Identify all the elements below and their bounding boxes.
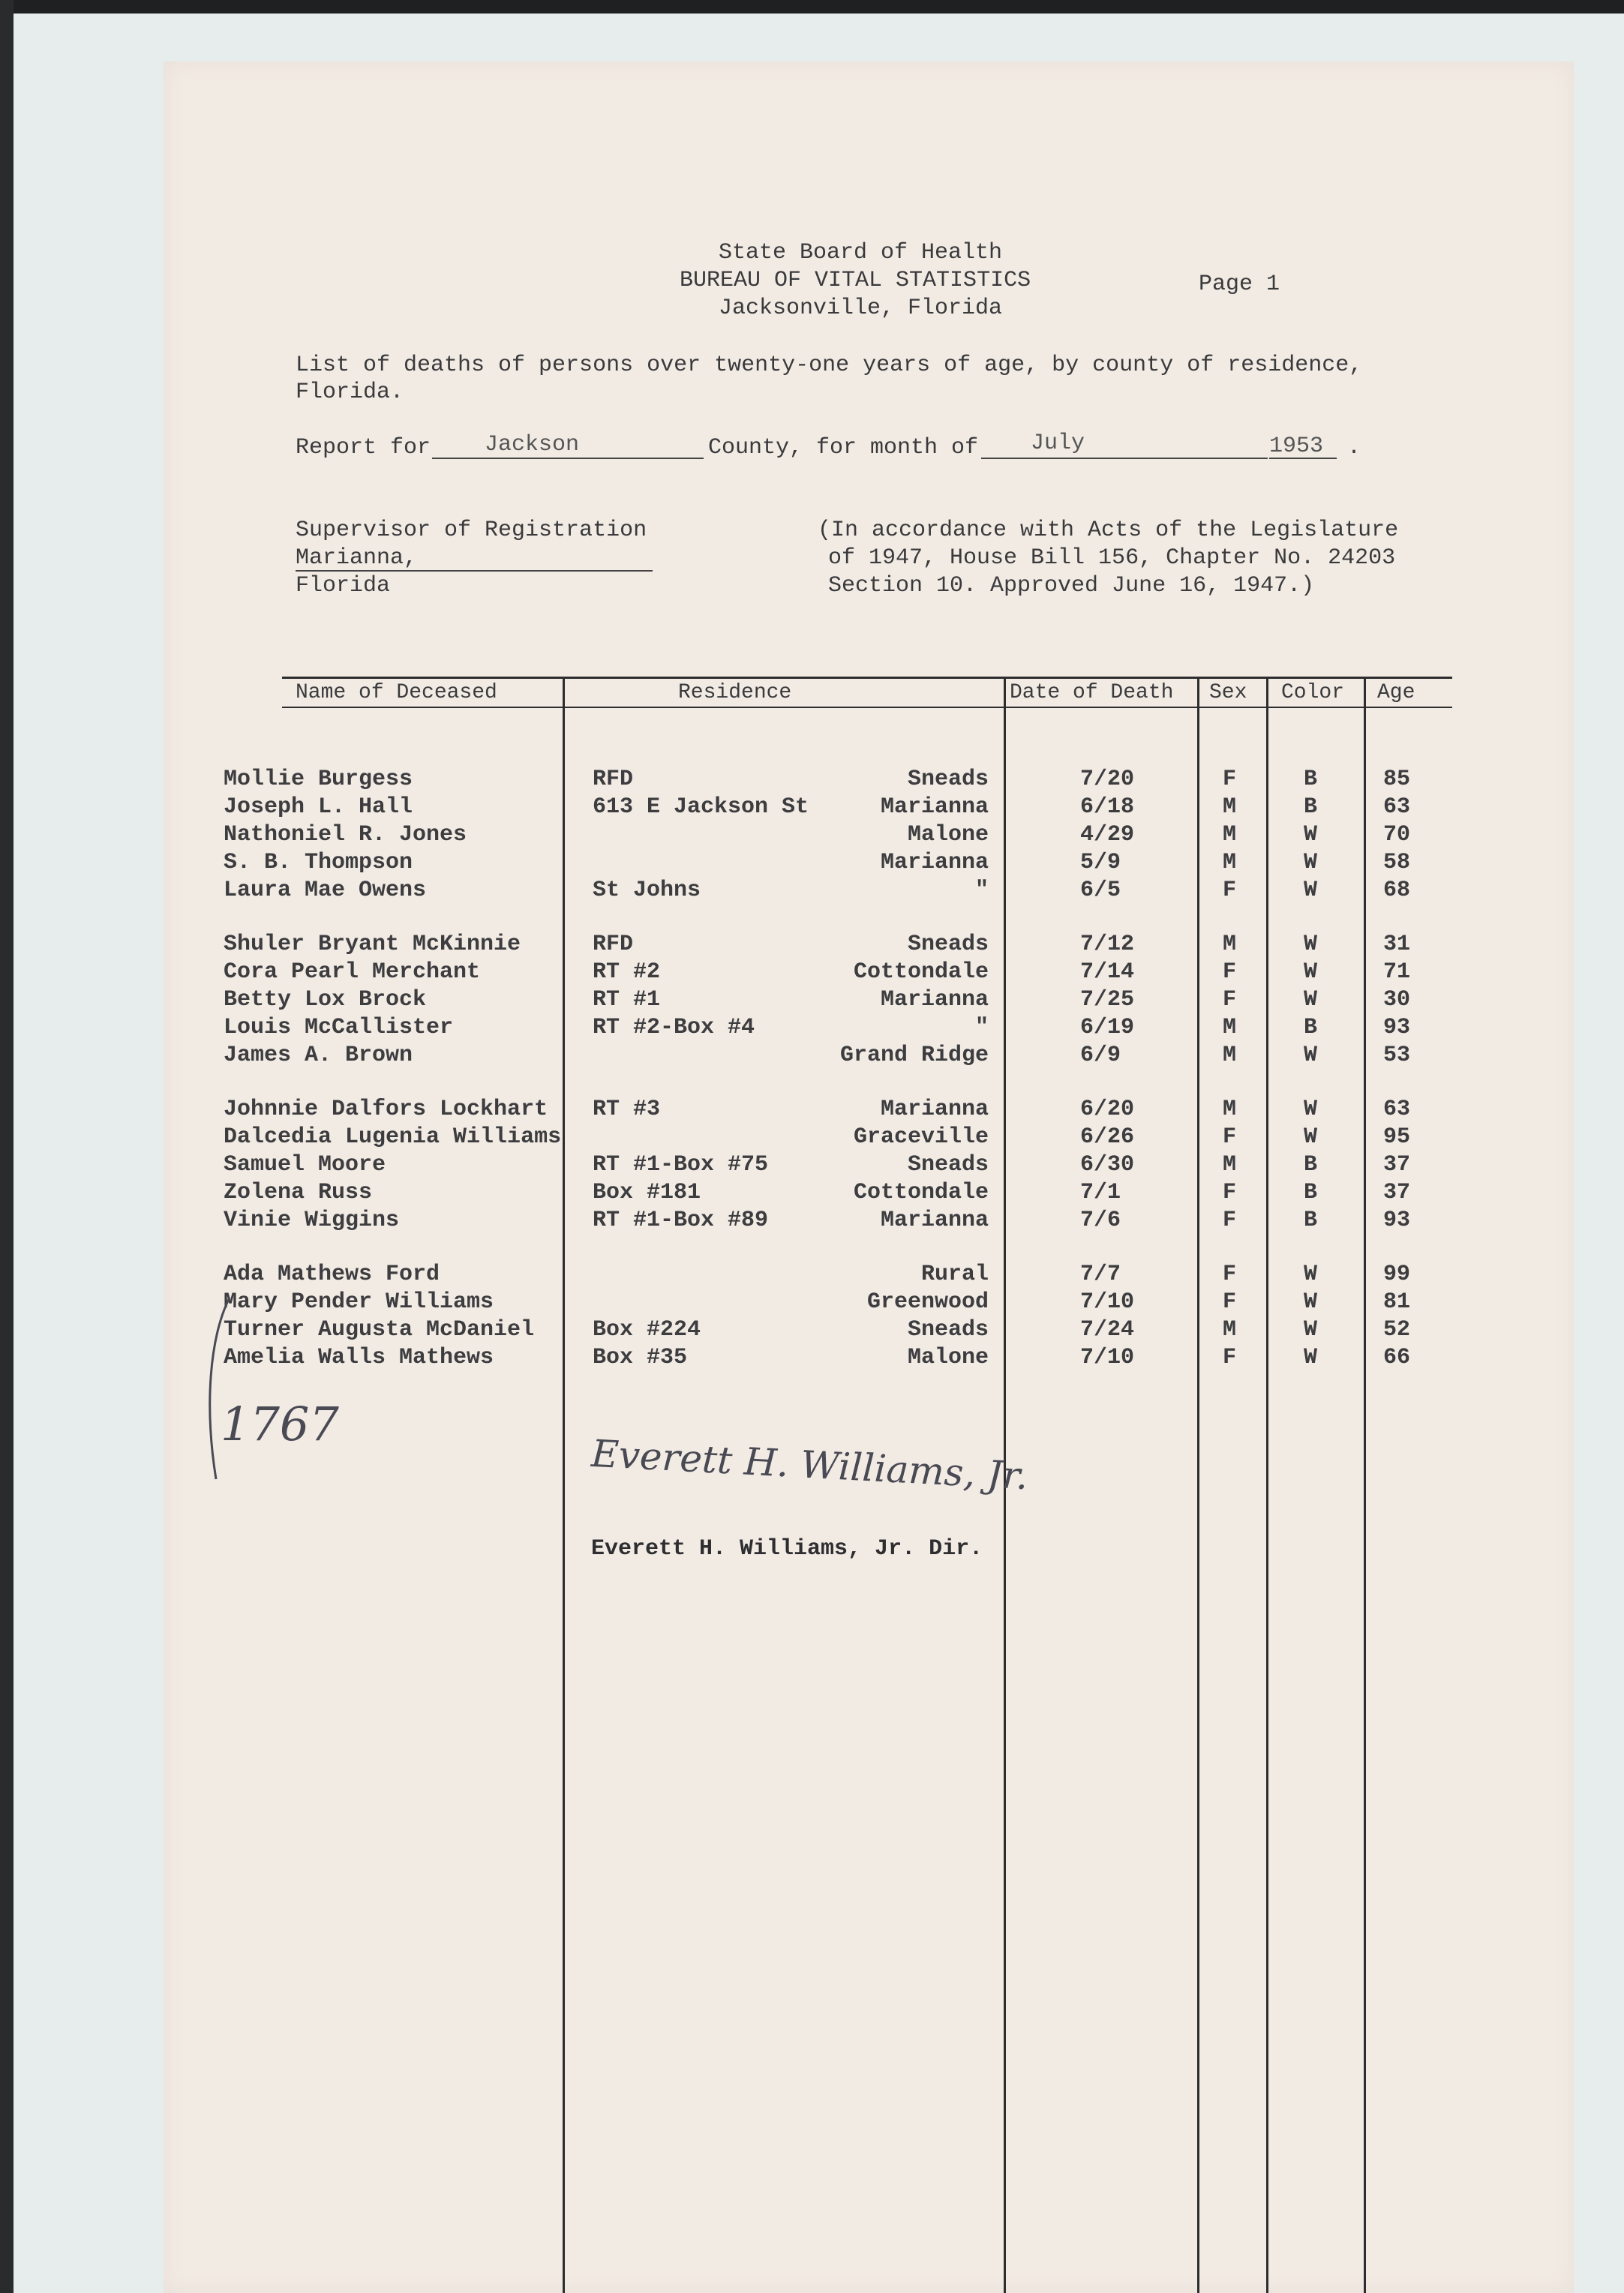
document-page — [164, 62, 1574, 2293]
col-header-residence: Residence — [678, 681, 792, 704]
decedent-name: Shuler Bryant McKinnie — [224, 932, 521, 957]
date-of-death: 7/20 — [1080, 767, 1135, 792]
residence-address: RFD — [593, 932, 634, 957]
color: W — [1304, 850, 1318, 875]
county-value: Jackson — [485, 432, 580, 458]
date-of-death: 7/10 — [1080, 1289, 1135, 1315]
county-underline — [432, 458, 704, 459]
col-header-date: Date of Death — [1010, 681, 1174, 704]
sex: M — [1223, 1043, 1237, 1068]
age: 93 — [1383, 1015, 1411, 1040]
age: 81 — [1383, 1289, 1411, 1315]
scan-border-left — [0, 0, 14, 2293]
header-line-3: Jacksonville, Florida — [719, 296, 1003, 321]
color: B — [1304, 794, 1318, 820]
decedent-name: Zolena Russ — [224, 1180, 373, 1205]
residence-address: RT #1-Box #89 — [593, 1208, 769, 1233]
decedent-name: Joseph L. Hall — [224, 794, 413, 820]
sex: F — [1223, 987, 1237, 1013]
supervisor-underline — [296, 570, 653, 572]
col-header-age: Age — [1377, 681, 1415, 704]
sex: M — [1223, 1015, 1237, 1040]
page-number: Page 1 — [1199, 272, 1280, 297]
year-value: 1953 — [1269, 434, 1324, 459]
residence-place: Marianna — [880, 1208, 989, 1233]
sex: F — [1223, 1124, 1237, 1150]
age: 63 — [1383, 1097, 1411, 1122]
date-of-death: 7/7 — [1080, 1262, 1121, 1287]
age: 58 — [1383, 850, 1411, 875]
age: 99 — [1383, 1262, 1411, 1287]
date-of-death: 6/18 — [1080, 794, 1135, 820]
authority-line-2: of 1947, House Bill 156, Chapter No. 24203 — [828, 545, 1396, 571]
age: 53 — [1383, 1043, 1411, 1068]
color: B — [1304, 1015, 1318, 1040]
residence-address: 613 E Jackson St — [593, 794, 809, 820]
residence-place: " — [974, 1015, 989, 1040]
sex: F — [1223, 959, 1237, 985]
date-of-death: 6/26 — [1080, 1124, 1135, 1150]
color: W — [1304, 1262, 1318, 1287]
decedent-name: Johnnie Dalfors Lockhart — [224, 1097, 548, 1122]
month-value: July — [1031, 431, 1085, 456]
residence-address: RT #1-Box #75 — [593, 1152, 769, 1178]
decedent-name: Cora Pearl Merchant — [224, 959, 481, 985]
color: W — [1304, 1097, 1318, 1122]
decedent-name: Laura Mae Owens — [224, 878, 427, 903]
sex: M — [1223, 822, 1237, 848]
residence-place: Sneads — [907, 1152, 989, 1178]
color: B — [1304, 1180, 1318, 1205]
decedent-name: Nathoniel R. Jones — [224, 822, 467, 848]
handwritten-bracket — [194, 1292, 239, 1487]
residence-address: St Johns — [593, 878, 701, 903]
report-middle: County, for month of — [708, 435, 979, 461]
table-top-rule — [282, 677, 1452, 679]
residence-place: Malone — [907, 1345, 989, 1370]
color: W — [1304, 1345, 1318, 1370]
age: 70 — [1383, 822, 1411, 848]
color: W — [1304, 959, 1318, 985]
color: W — [1304, 932, 1318, 957]
date-of-death: 6/9 — [1080, 1043, 1121, 1068]
residence-address: Box #35 — [593, 1345, 688, 1370]
age: 95 — [1383, 1124, 1411, 1150]
decedent-name: Mary Pender Williams — [224, 1289, 494, 1315]
color: W — [1304, 822, 1318, 848]
age: 85 — [1383, 767, 1411, 792]
handwritten-number: 1767 — [221, 1397, 339, 1451]
residence-address: RT #2-Box #4 — [593, 1015, 755, 1040]
age: 63 — [1383, 794, 1411, 820]
residence-place: " — [974, 878, 989, 903]
date-of-death: 7/25 — [1080, 987, 1135, 1013]
age: 68 — [1383, 878, 1411, 903]
color: W — [1304, 1317, 1318, 1343]
residence-place: Sneads — [907, 767, 989, 792]
residence-place: Marianna — [880, 987, 989, 1013]
sex: M — [1223, 932, 1237, 957]
col-header-name: Name of Deceased — [296, 681, 497, 704]
sex: M — [1223, 1317, 1237, 1343]
color: W — [1304, 1043, 1318, 1068]
age: 71 — [1383, 959, 1411, 985]
table-header-rule — [282, 707, 1452, 708]
residence-address: RFD — [593, 767, 634, 792]
date-of-death: 6/30 — [1080, 1152, 1135, 1178]
sex: M — [1223, 1097, 1237, 1122]
residence-place: Cottondale — [853, 1180, 989, 1205]
color: W — [1304, 1289, 1318, 1315]
age: 37 — [1383, 1152, 1411, 1178]
col-header-color: Color — [1281, 681, 1345, 704]
decedent-name: Betty Lox Brock — [224, 987, 427, 1013]
supervisor-title: Supervisor of Registration — [296, 518, 647, 543]
age: 52 — [1383, 1317, 1411, 1343]
date-of-death: 7/1 — [1080, 1180, 1121, 1205]
authority-line-1: (In accordance with Acts of the Legislature — [818, 518, 1399, 543]
sex: F — [1223, 1180, 1237, 1205]
decedent-name: Samuel Moore — [224, 1152, 386, 1178]
color: W — [1304, 878, 1318, 903]
age: 31 — [1383, 932, 1411, 957]
date-of-death: 7/10 — [1080, 1345, 1135, 1370]
date-of-death: 7/24 — [1080, 1317, 1135, 1343]
residence-place: Grand Ridge — [839, 1043, 989, 1068]
age: 30 — [1383, 987, 1411, 1013]
residence-place: Sneads — [907, 1317, 989, 1343]
residence-place: Cottondale — [853, 959, 989, 985]
decedent-name: S. B. Thompson — [224, 850, 413, 875]
date-of-death: 4/29 — [1080, 822, 1135, 848]
decedent-name: Ada Mathews Ford — [224, 1262, 440, 1287]
age: 37 — [1383, 1180, 1411, 1205]
col-divider-sex — [1197, 678, 1199, 2293]
residence-address: Box #181 — [593, 1180, 701, 1205]
year-underline — [1269, 458, 1337, 459]
supervisor-city: Marianna, — [296, 545, 418, 571]
residence-place: Graceville — [853, 1124, 989, 1150]
header-line-1: State Board of Health — [719, 240, 1003, 266]
date-of-death: 7/6 — [1080, 1208, 1121, 1233]
sex: F — [1223, 767, 1237, 792]
residence-address: Box #224 — [593, 1317, 701, 1343]
col-divider-color — [1266, 678, 1268, 2293]
color: B — [1304, 1208, 1318, 1233]
residence-place: Marianna — [880, 794, 989, 820]
sex: M — [1223, 850, 1237, 875]
decedent-name: Dalcedia Lugenia Williams — [224, 1124, 562, 1150]
sex: M — [1223, 1152, 1237, 1178]
color: W — [1304, 1124, 1318, 1150]
sex: F — [1223, 1345, 1237, 1370]
sex: F — [1223, 1262, 1237, 1287]
date-of-death: 6/5 — [1080, 878, 1121, 903]
residence-place: Malone — [907, 822, 989, 848]
residence-place: Marianna — [880, 1097, 989, 1122]
residence-place: Rural — [920, 1262, 989, 1287]
col-divider-age — [1364, 678, 1366, 2293]
description-cont: Florida. — [296, 380, 404, 405]
age: 93 — [1383, 1208, 1411, 1233]
header-line-2: BUREAU OF VITAL STATISTICS — [680, 268, 1031, 293]
scan-border-top — [0, 0, 1624, 14]
color: W — [1304, 987, 1318, 1013]
decedent-name: Turner Augusta McDaniel — [224, 1317, 535, 1343]
date-of-death: 6/19 — [1080, 1015, 1135, 1040]
residence-place: Marianna — [880, 850, 989, 875]
date-of-death: 5/9 — [1080, 850, 1121, 875]
sex: F — [1223, 1208, 1237, 1233]
sex: M — [1223, 794, 1237, 820]
description: List of deaths of persons over twenty-one years of age, by county of residence, — [296, 353, 1363, 378]
signer-name: Everett H. Williams, Jr. Dir. — [591, 1536, 983, 1562]
col-header-sex: Sex — [1209, 681, 1247, 704]
decedent-name: Amelia Walls Mathews — [224, 1345, 494, 1370]
date-of-death: 7/12 — [1080, 932, 1135, 957]
residence-place: Sneads — [907, 932, 989, 957]
decedent-name: Mollie Burgess — [224, 767, 413, 792]
residence-address: RT #1 — [593, 987, 661, 1013]
age: 66 — [1383, 1345, 1411, 1370]
col-divider-residence — [563, 678, 565, 2293]
color: B — [1304, 1152, 1318, 1178]
decedent-name: James A. Brown — [224, 1043, 413, 1068]
date-of-death: 7/14 — [1080, 959, 1135, 985]
color: B — [1304, 767, 1318, 792]
report-period: . — [1347, 435, 1361, 461]
sex: F — [1223, 878, 1237, 903]
signature: Everett H. Williams, Jr. — [590, 1431, 1029, 1499]
report-prefix: Report for — [296, 435, 431, 461]
decedent-name: Louis McCallister — [224, 1015, 454, 1040]
date-of-death: 6/20 — [1080, 1097, 1135, 1122]
residence-address: RT #3 — [593, 1097, 661, 1122]
decedent-name: Vinie Wiggins — [224, 1208, 400, 1233]
authority-line-3: Section 10. Approved June 16, 1947.) — [828, 573, 1315, 599]
month-underline — [981, 458, 1268, 459]
supervisor-state: Florida — [296, 573, 391, 599]
residence-place: Greenwood — [866, 1289, 989, 1315]
residence-address: RT #2 — [593, 959, 661, 985]
sex: F — [1223, 1289, 1237, 1315]
